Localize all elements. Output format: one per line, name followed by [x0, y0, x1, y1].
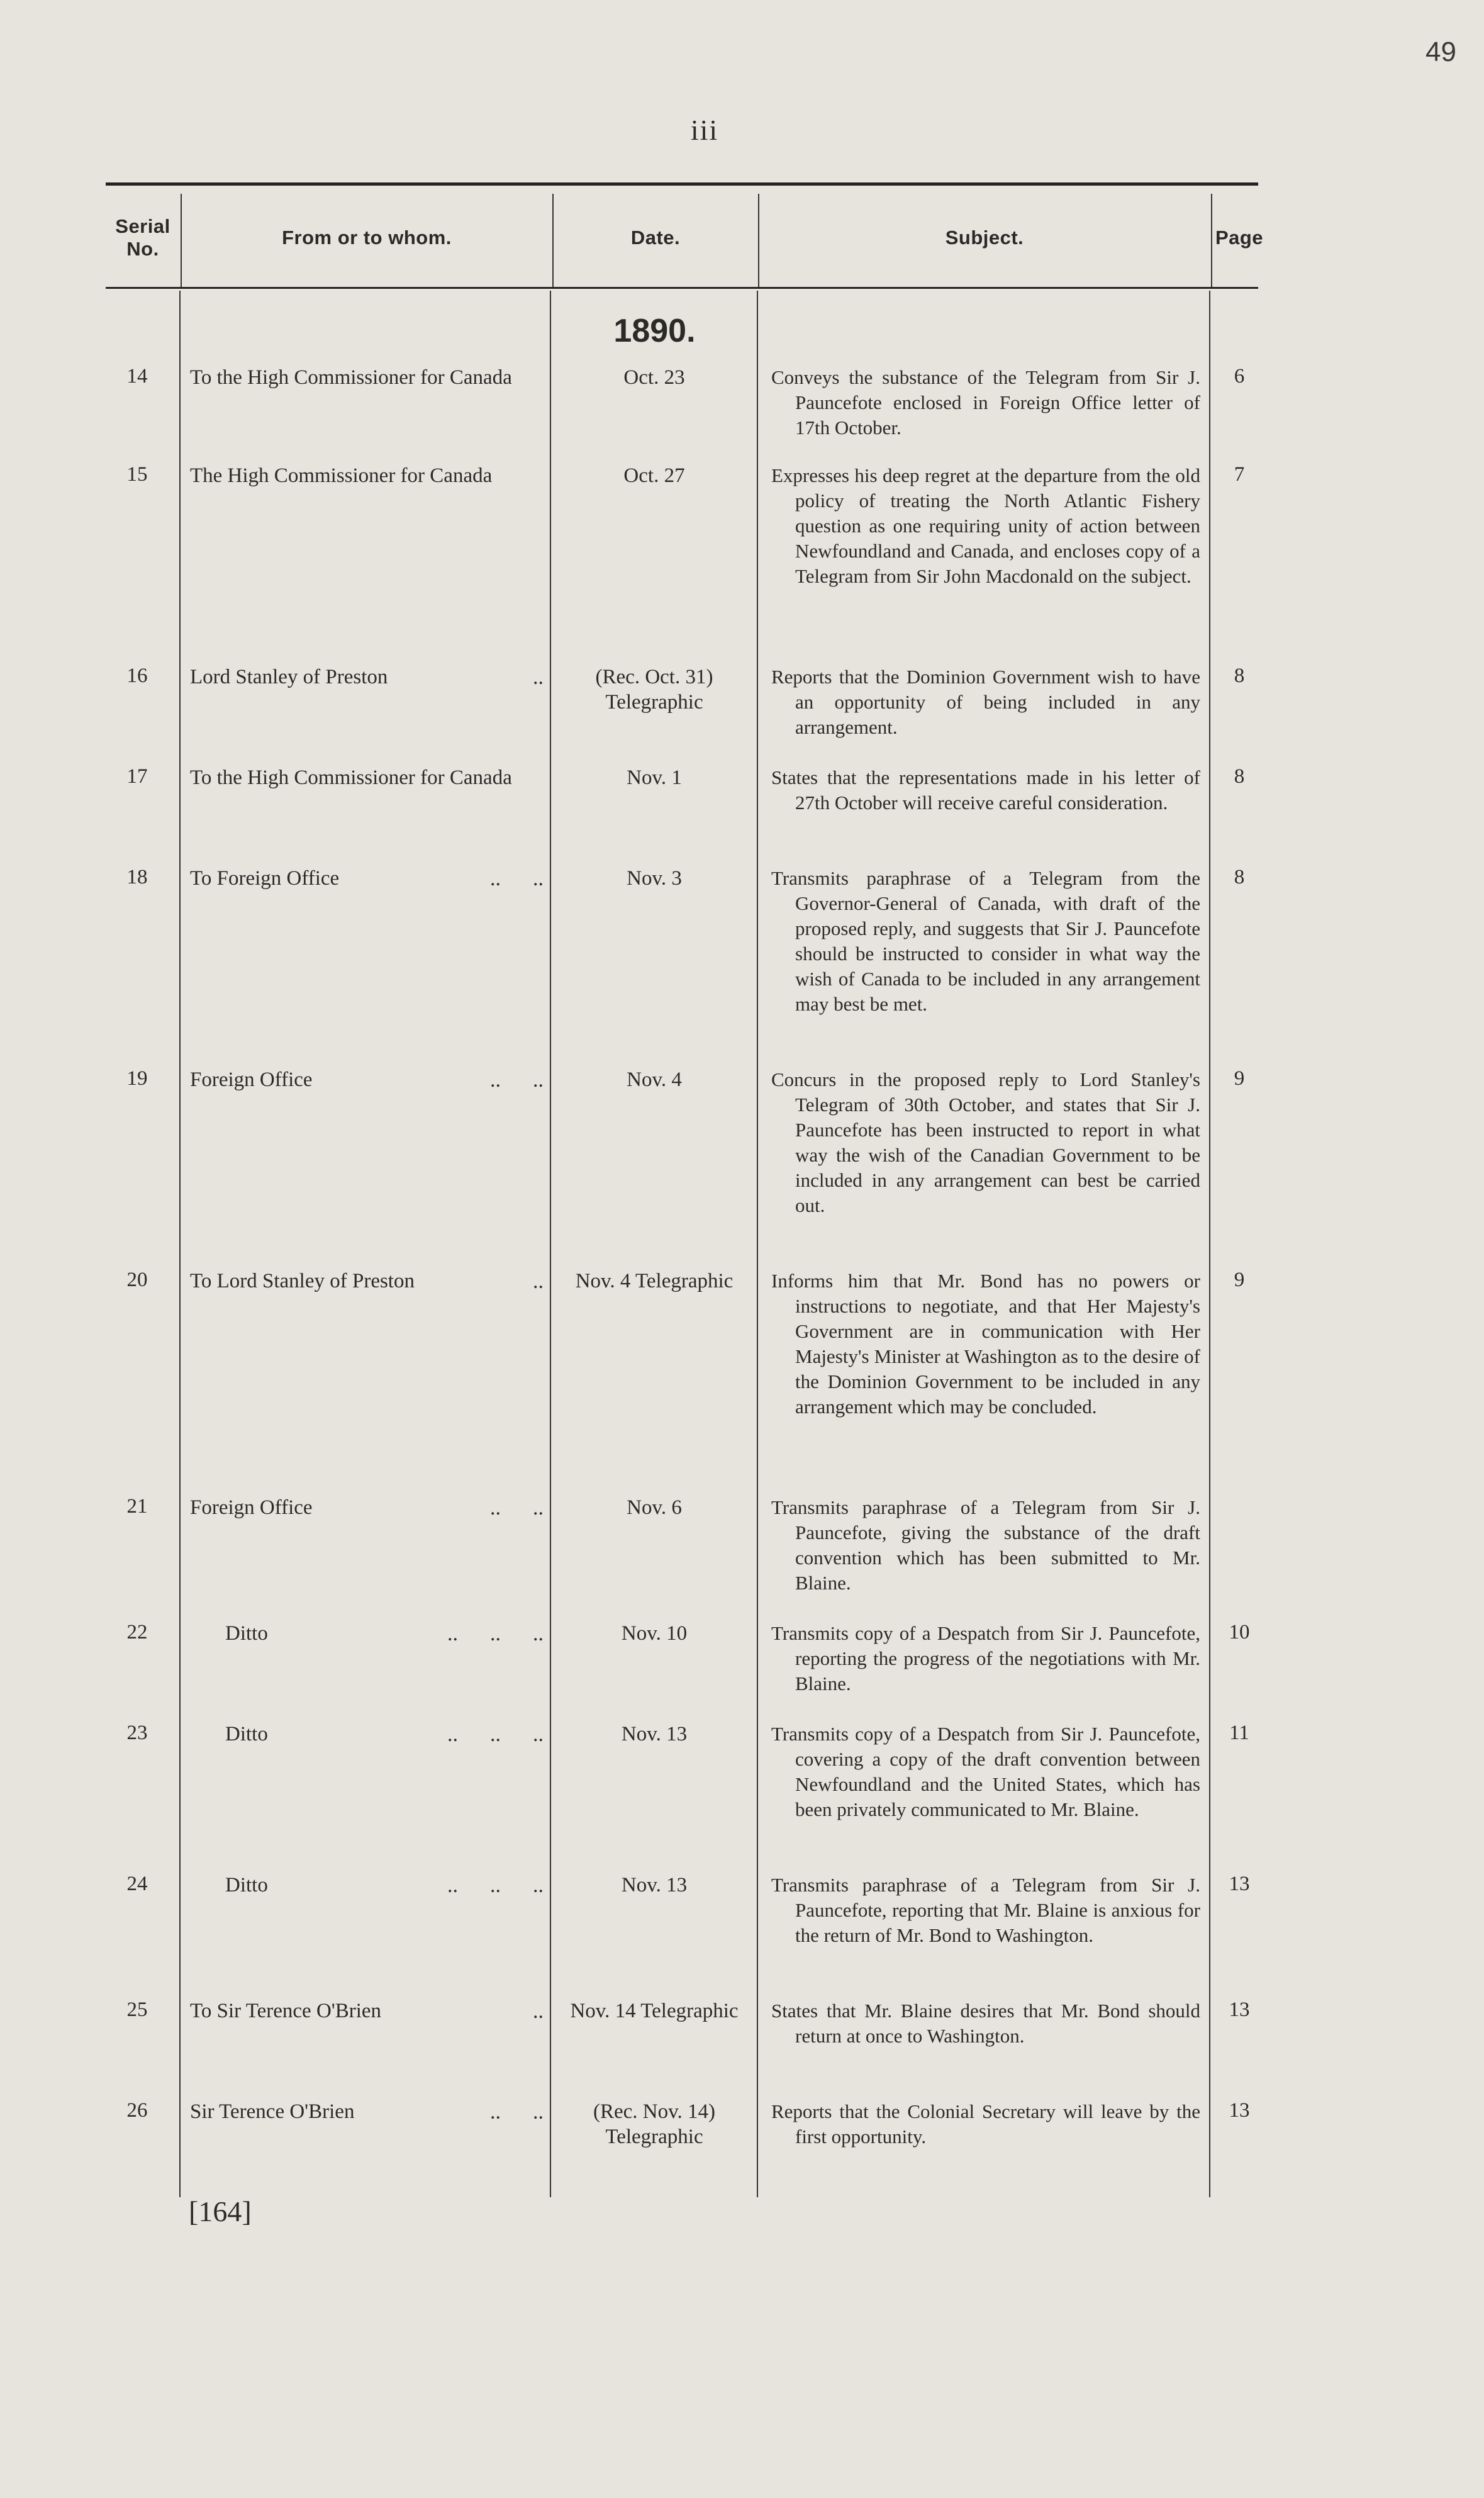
correspondent: Ditto	[225, 1874, 268, 1896]
page-ref: 8	[1234, 664, 1245, 687]
header-subject: Subject.	[945, 227, 1024, 249]
page-ref: 6	[1234, 365, 1245, 388]
serial-number: 25	[126, 1998, 148, 2021]
correspondent: Sir Terence O'Brien	[190, 2100, 355, 2123]
date: Nov. 3	[627, 867, 682, 890]
date: Oct. 27	[623, 464, 685, 487]
leader-dots: ..	[533, 666, 544, 689]
leader-dots: ..	[533, 2000, 544, 2023]
date: Nov. 4 Telegraphic	[575, 1270, 734, 1292]
leader-dots: .. ..	[490, 2100, 544, 2124]
roman-page-number: iii	[690, 114, 719, 146]
page-ref: 11	[1229, 1722, 1249, 1744]
leader-dots: .. .. ..	[447, 1723, 544, 1746]
date: Nov. 4	[627, 1068, 682, 1091]
column-divider	[550, 291, 551, 2197]
correspondent: Foreign Office	[190, 1496, 313, 1519]
date: Nov. 13	[621, 1874, 688, 1896]
correspondent: Ditto	[225, 1723, 268, 1745]
date: Oct. 23	[623, 366, 685, 389]
date: (Rec. Oct. 31) Telegraphic	[595, 666, 713, 714]
page-ref: 9	[1234, 1269, 1245, 1291]
correspondent: The High Commissioner for Canada	[190, 464, 493, 487]
serial-number: 17	[126, 765, 148, 788]
subject: Reports that the Dominion Government wish to have an opportunity of being included in any arrangement.	[771, 666, 1200, 738]
page-ref: 8	[1234, 866, 1245, 888]
serial-number: 26	[126, 2099, 148, 2122]
column-divider	[757, 291, 758, 2197]
subject: Transmits paraphrase of a Telegram from the Governor-General of Canada, with draft of the proposed reply, and suggests that Sir J. Pauncefote should be instructed to consider in what way the wish of Canada to be included in any arrangement may best be met.	[771, 867, 1200, 1015]
leader-dots: .. .. ..	[447, 1874, 544, 1897]
subject: Conveys the substance of the Telegram from Sir J. Pauncefote enclosed in Foreign Office letter of 17th October.	[771, 366, 1200, 439]
leader-dots: .. ..	[490, 867, 544, 890]
date: Nov. 14 Telegraphic	[570, 2000, 739, 2022]
subject: Transmits copy of a Despatch from Sir J. Pauncefote, covering a copy of the draft convention between Newfoundland and the United States, which has been privately communicated to Mr. Blaine.	[771, 1723, 1200, 1820]
header-divider	[181, 194, 182, 287]
subject: States that the representations made in his letter of 27th October will receive careful consideration.	[771, 766, 1200, 814]
correspondent: To Foreign Office	[190, 867, 340, 890]
header-date: Date.	[630, 227, 681, 249]
leader-dots: ..	[533, 1270, 544, 1293]
serial-number: 21	[126, 1495, 148, 1518]
leader-dots: .. ..	[490, 1496, 544, 1520]
table-top-rule	[106, 182, 1258, 186]
leader-dots: .. ..	[490, 1068, 544, 1092]
date: Nov. 6	[627, 1496, 682, 1519]
correspondent: Ditto	[225, 1622, 268, 1645]
subject: Concurs in the proposed reply to Lord Stanley's Telegram of 30th October, and states that Sir J. Pauncefote has been instructed to report in what way the wish of the Canadian Government to be included in any arrangement can best be carried out.	[771, 1068, 1200, 1216]
page-ref: 9	[1234, 1067, 1245, 1090]
year-heading: 1890.	[613, 313, 696, 349]
subject: Expresses his deep regret at the departure from the old policy of treating the North Atlantic Fishery question as one requiring unity of action between Newfoundland and Canada, and encloses copy of a Telegram from Sir John Macdonald on the subject.	[771, 464, 1200, 587]
correspondent: To the High Commissioner for Canada	[190, 766, 512, 789]
serial-number: 20	[126, 1269, 148, 1291]
subject: Transmits copy of a Despatch from Sir J. Pauncefote, reporting the progress of the negotiations with Mr. Blaine.	[771, 1622, 1200, 1694]
serial-number: 22	[126, 1621, 148, 1644]
correspondent: Lord Stanley of Preston	[190, 666, 388, 688]
column-divider	[1209, 291, 1210, 2197]
page-number: 49	[1425, 36, 1456, 67]
serial-number: 23	[126, 1722, 148, 1744]
date: Nov. 10	[621, 1622, 688, 1645]
correspondent: To the High Commissioner for Canada	[190, 366, 512, 389]
page-ref: 13	[1229, 2099, 1250, 2122]
subject: States that Mr. Blaine desires that Mr. Bond should return at once to Washington.	[771, 2000, 1200, 2047]
leader-dots: .. .. ..	[447, 1622, 544, 1645]
signature-mark: [164]	[189, 2195, 252, 2227]
serial-number: 14	[126, 365, 148, 388]
subject: Transmits paraphrase of a Telegram from Sir J. Pauncefote, giving the substance of the draft convention which has been submitted to Mr. Blaine.	[771, 1496, 1200, 1594]
serial-number: 16	[126, 664, 148, 687]
page-ref: 13	[1229, 1998, 1250, 2021]
date: Nov. 13	[621, 1723, 688, 1745]
header-page: Page	[1215, 227, 1264, 249]
serial-number: 19	[126, 1067, 148, 1090]
column-divider	[179, 291, 181, 2197]
page-ref: 13	[1229, 1873, 1250, 1895]
serial-number: 24	[126, 1873, 148, 1895]
correspondent: To Lord Stanley of Preston	[190, 1270, 415, 1292]
page-ref: 8	[1234, 765, 1245, 788]
serial-number: 15	[126, 463, 148, 486]
page-ref: 7	[1234, 463, 1245, 486]
serial-number: 18	[126, 866, 148, 888]
correspondent: Foreign Office	[190, 1068, 313, 1091]
subject: Informs him that Mr. Bond has no powers or instructions to negotiate, and that Her Majesty's Government are in communication with Her Majesty's Minister at Washington as to the desire of the Dominion Government to be included in any arrangement which may be concluded.	[771, 1270, 1200, 1418]
date: Nov. 1	[627, 766, 682, 789]
date: (Rec. Nov. 14) Telegraphic	[593, 2100, 715, 2148]
subject: Reports that the Colonial Secretary will leave by the first opportunity.	[771, 2100, 1200, 2148]
page-ref: 10	[1229, 1621, 1250, 1644]
correspondent: To Sir Terence O'Brien	[190, 2000, 382, 2022]
header-serial: Serial No.	[115, 215, 170, 260]
header-from: From or to whom.	[282, 227, 452, 249]
subject: Transmits paraphrase of a Telegram from Sir J. Pauncefote, reporting that Mr. Blaine is anxious for the return of Mr. Bond to Washington.	[771, 1874, 1200, 1946]
